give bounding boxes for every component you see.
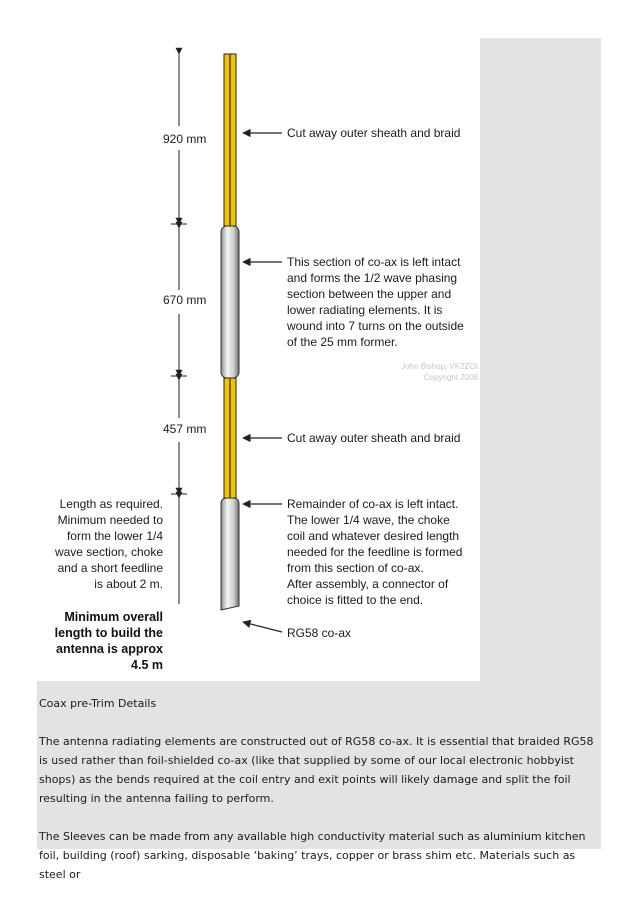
remainder-annotation — [287, 497, 462, 607]
svg-text:This section of co-ax is left: This section of co-ax is left intact — [287, 255, 461, 269]
svg-text:coil and whatever desired leng: coil and whatever desired length — [287, 529, 460, 543]
svg-text:form the lower 1/4: form the lower 1/4 — [66, 529, 163, 543]
figure-caption: Coax pre-Trim Details — [39, 697, 157, 710]
svg-text:The lower 1/4 wave, the choke: The lower 1/4 wave, the choke — [287, 513, 450, 527]
svg-text:antenna is approx: antenna is approx — [56, 642, 163, 656]
paragraph-sleeves: The Sleeves can be made from any available high conductivity material such as aluminium kitchen foil, building (roof) sarking, disposable ‘baking’ trays, copper or brass shim etc. Materials such as steel or — [39, 830, 586, 881]
svg-text:Minimum overall: Minimum overall — [64, 610, 163, 624]
body-text — [39, 694, 601, 903]
svg-text:length to build the: length to build the — [54, 626, 163, 640]
phasing-annotation — [286, 255, 464, 349]
coax-diagram — [37, 38, 480, 681]
svg-text:wound into 7 turns on the outs: wound into 7 turns on the outside — [287, 319, 464, 333]
svg-text:needed for the feedline is for: needed for the feedline is formed — [287, 545, 463, 559]
credit-author: John Bishop, VK2ZOI — [401, 362, 478, 371]
credit-copyright: Copyright 2006 — [423, 373, 478, 382]
svg-text:4.5 m: 4.5 m — [131, 658, 163, 672]
svg-text:is about 2 m.: is about 2 m. — [94, 577, 163, 591]
svg-text:Length as required.: Length as required. — [59, 497, 163, 511]
paragraph-braided-coax: The antenna radiating elements are constructed out of RG58 co-ax. It is essential that braided RG58 is used rather than foil-shielded co-ax (like that supplied by some of our local electronic hobbyist shops) as the bends required at the coil entry and exit points will likely damage and split the foil resulting in the antenna failing to perform. — [39, 735, 594, 805]
document-page — [37, 38, 601, 881]
svg-text:and a short feedline: and a short feedline — [57, 561, 163, 575]
svg-text:After assembly, a connector of: After assembly, a connector of — [287, 577, 449, 591]
remainder-section — [221, 498, 239, 610]
svg-text:section between the upper and: section between the upper and — [287, 287, 452, 301]
svg-text:Minimum needed to: Minimum needed to — [57, 513, 163, 527]
cut-lower-annotation: Cut away outer sheath and braid — [287, 431, 461, 445]
svg-text:Remainder of co-ax is left int: Remainder of co-ax is left intact. — [287, 497, 459, 511]
svg-text:choice is fitted to the end.: choice is fitted to the end. — [287, 593, 424, 607]
svg-text:lower radiating elements. It i: lower radiating elements. It is — [287, 303, 443, 317]
minimum-length-note — [55, 610, 163, 672]
svg-text:and forms the 1/2 wave phasing: and forms the 1/2 wave phasing — [287, 271, 458, 285]
svg-text:of the 25 mm former.: of the 25 mm former. — [287, 335, 398, 349]
dimension-920-label: 920 mm — [163, 132, 207, 146]
dimension-670-label: 670 mm — [163, 293, 207, 307]
svg-text:wave section, choke: wave section, choke — [54, 545, 163, 559]
phasing-section — [221, 226, 239, 378]
coax-type-annotation: RG58 co-ax — [287, 626, 352, 640]
dimension-457-label: 457 mm — [163, 422, 207, 436]
svg-text:from this section of co-ax.: from this section of co-ax. — [287, 561, 424, 575]
length-note — [54, 497, 163, 591]
cut-top-annotation: Cut away outer sheath and braid — [287, 126, 461, 140]
